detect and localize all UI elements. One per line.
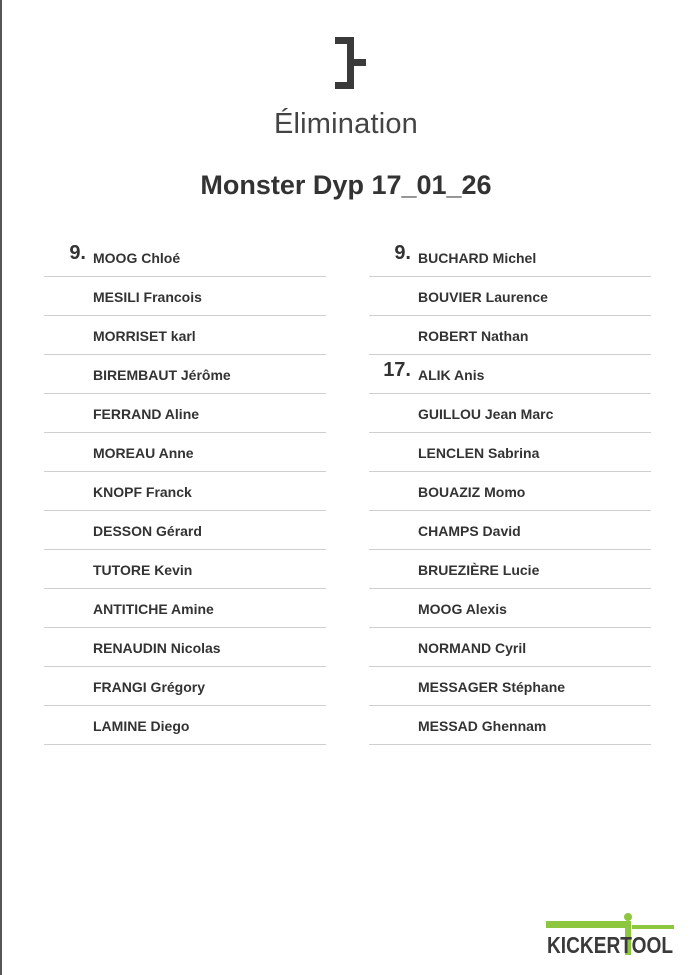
- ranking-row: [369, 628, 651, 667]
- player-name: FERRAND Aline: [93, 406, 200, 422]
- page-border: [0, 0, 2, 975]
- player-name: MOREAU Anne: [93, 445, 194, 461]
- player-name: MOOG Chloé: [93, 250, 181, 266]
- player-name: CHAMPS David: [418, 523, 521, 539]
- player-name: KNOPF Franck: [93, 484, 192, 500]
- ranking-row: [44, 355, 326, 394]
- player-name: MORRISET karl: [93, 328, 196, 344]
- player-name: MESSAGER Stéphane: [418, 679, 566, 695]
- player-name: NORMAND Cyril: [418, 640, 527, 656]
- rank-number: 9.: [69, 242, 86, 264]
- ranking-row: [44, 589, 326, 628]
- player-name: MOOG Alexis: [418, 601, 507, 617]
- player-name: BOUAZIZ Momo: [418, 484, 526, 500]
- player-name: ALIK Anis: [418, 367, 485, 383]
- player-name: ROBERT Nathan: [418, 328, 529, 344]
- ranking-row: [44, 238, 326, 277]
- ranking-row: [44, 277, 326, 316]
- player-name: BUCHARD Michel: [418, 250, 537, 266]
- ranking-column-left: [44, 238, 326, 745]
- ranking-column-right: [369, 238, 651, 745]
- ranking-row: [369, 511, 651, 550]
- logo-accent-bar-right: [632, 925, 674, 929]
- player-name: MESSAD Ghennam: [418, 718, 547, 734]
- ranking-row: [44, 472, 326, 511]
- mode-title: Élimination: [273, 108, 419, 140]
- ranking-row: [369, 433, 651, 472]
- ranking-row: [44, 628, 326, 667]
- player-name: GUILLOU Jean Marc: [418, 406, 554, 422]
- logo-accent-bar: [546, 921, 626, 928]
- ranking-row: [44, 706, 326, 745]
- ranking-row: [44, 433, 326, 472]
- ranking-row: [369, 316, 651, 355]
- ranking-row: [44, 550, 326, 589]
- player-name: BRUEZIÈRE Lucie: [418, 562, 540, 578]
- ranking-row: [44, 667, 326, 706]
- ranking-row: [369, 277, 651, 316]
- ranking-row: [369, 706, 651, 745]
- player-name: TUTORE Kevin: [93, 562, 193, 578]
- kickertool-logo: [546, 912, 676, 960]
- rank-number: 9.: [394, 242, 411, 264]
- ranking-row: [44, 511, 326, 550]
- ranking-row: [369, 394, 651, 433]
- ranking-row: [369, 550, 651, 589]
- ranking-row: [369, 667, 651, 706]
- ranking-row: [369, 472, 651, 511]
- logo-figure-head: [624, 913, 632, 921]
- player-name: DESSON Gérard: [93, 523, 202, 539]
- player-name: RENAUDIN Nicolas: [93, 640, 221, 656]
- ranking-row: [44, 394, 326, 433]
- player-name: FRANGI Grégory: [93, 679, 206, 695]
- player-name: BOUVIER Laurence: [418, 289, 548, 305]
- player-name: LENCLEN Sabrina: [418, 445, 540, 461]
- ranking-row: [44, 316, 326, 355]
- bracket-icon: [333, 37, 367, 89]
- player-name: LAMINE Diego: [93, 718, 190, 734]
- player-name: ANTITICHE Amine: [93, 601, 214, 617]
- ranking-row: [369, 589, 651, 628]
- player-name: BIREMBAUT Jérôme: [93, 367, 231, 383]
- logo-text: KICKERTOOL: [547, 932, 673, 958]
- ranking-row: [369, 355, 651, 394]
- player-name: MESILI Francois: [93, 289, 202, 305]
- ranking-row: [369, 238, 651, 277]
- event-title: Monster Dyp 17_01_26: [200, 170, 492, 200]
- rank-number: 17.: [383, 359, 411, 381]
